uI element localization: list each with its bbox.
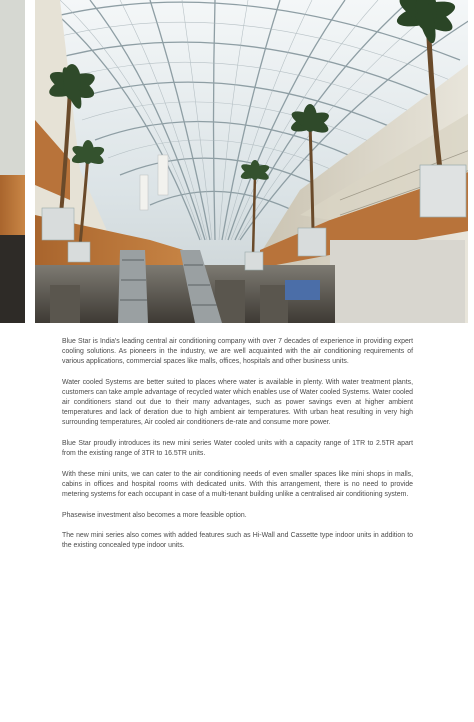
hero-photo <box>0 0 474 323</box>
paragraph: The new mini series also comes with added features such as Hi-Wall and Cassette type indoor units in addition to the existing concealed type indoor units. <box>62 532 413 550</box>
paragraph: With these mini units, we can cater to the air conditioning needs of even smaller spaces like mini shops in malls, cabins in offices and hospital rooms with dedicated units. With this arrangement, there is no need to provide metering systems for each occupant in case of a multi-tenant building unlike a centralised air conditioning system. <box>62 470 413 498</box>
body-text <box>62 337 413 562</box>
paragraph: Phasewise investment also becomes a more feasible option. <box>62 511 247 519</box>
paragraph: Water cooled Systems are better suited to places where water is available in plenty. With water treatment plants, customers can take ample advantage of recycled water which enables use of Water cooled Systems. Water cooled air conditioners stand out due to their many advantages, such as power savings even at higher ambient temperatures and lack of deration due to high ambient air temperatures. With urban heat resulting in very high surrounding temperatures, Air cooled air conditioners de-rate and consume more power. <box>62 378 413 427</box>
mall-atrium-photo <box>0 0 474 323</box>
paragraph: Blue Star is India's leading central air conditioning company with over 7 decades of experience in providing expert cooling solutions. As pioneers in the industry, we are well acquainted with the air conditioning requirements of various applications, commercial spaces like malls, offices, hospitals and other business units. <box>62 338 413 366</box>
paragraph: Blue Star proudly introduces its new mini series Water cooled units with a capacity range of 1TR to 2.5TR apart from the existing range of 3TR to 16.5TR units. <box>62 439 413 458</box>
